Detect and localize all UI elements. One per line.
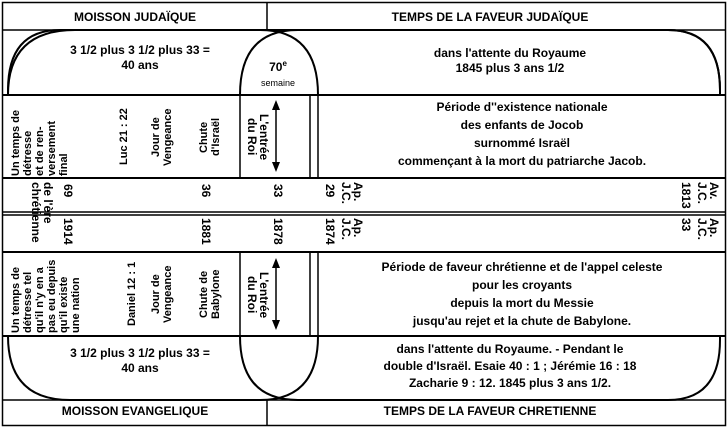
upper-period-line: commençant à la mort du patriarche Jacob.	[397, 154, 647, 168]
year-1874-ap: Ap. J.C.	[339, 218, 365, 241]
lower-double-arrow	[272, 258, 280, 330]
harvest-judaic-title: MOISSON JUDAÏQUE	[73, 10, 196, 24]
upper-period-line: Période d''existence nationale	[436, 100, 608, 114]
lower-period-line: pour les croyants	[471, 278, 573, 292]
year-1874: 1874	[323, 218, 337, 245]
top-left-calc	[40, 43, 240, 73]
year-1881: 1881	[199, 218, 213, 245]
top-right-line1: dans l'attente du Royaume	[433, 46, 587, 60]
lower-col-line: détresse tel	[22, 271, 34, 333]
year-1914: 1914	[61, 218, 75, 245]
upper-col-line: détresse	[22, 130, 34, 176]
upper-ref-luke: Luc 21 : 22	[118, 108, 130, 166]
week-sup: e	[282, 59, 287, 68]
lower-col-line: Un temps de	[10, 266, 22, 333]
upper-col-line: final	[58, 153, 70, 176]
lower-fall-babylon: Chute de Babylone	[198, 269, 222, 319]
lower-distress-col	[10, 255, 82, 333]
lower-period-text	[324, 258, 720, 330]
lower-col-line: qu'il existe	[58, 276, 70, 333]
era-end-label: de l'ère chrétienne	[29, 182, 55, 243]
year-1878: 1878	[271, 218, 285, 245]
top-right-waiting	[330, 46, 690, 76]
upper-col-line: Un temps de	[10, 109, 22, 176]
christian-favour-title: TEMPS DE LA FAVEUR CHRETIENNE	[383, 404, 597, 418]
year-36: 36	[199, 184, 213, 198]
lower-ref-daniel: Daniel 12 : 1	[126, 261, 138, 327]
year-33: 33	[271, 184, 285, 198]
bottom-left-line2: 40 ans	[121, 361, 159, 375]
upper-col-line: et de ren-	[34, 126, 46, 176]
bottom-right-line3: Zacharie 9 : 12. 1845 plus 3 ans 1/2.	[408, 376, 612, 390]
year-33-ap: Ap. J.C.	[695, 218, 721, 241]
year-1813-av: Av. J.C.	[695, 182, 721, 205]
year-33-end: 33	[679, 218, 693, 232]
judaic-favour-title: TEMPS DE LA FAVEUR JUDAÏQUE	[391, 10, 589, 24]
seventieth-week	[252, 56, 304, 88]
lower-col-line: qu'il n'y en a	[34, 267, 46, 333]
upper-period-line: surnommé Israël	[473, 136, 571, 150]
top-right-line2: 1845 plus 3 ans 1/2	[455, 61, 565, 75]
top-left-line2: 40 ans	[121, 58, 159, 72]
lower-day-vengeance: Jour de Vengeance	[150, 265, 174, 323]
upper-distress-col	[10, 98, 70, 176]
harvest-gospel-title: MOISSON EVANGELIQUE	[61, 404, 209, 418]
week-number: 70	[269, 60, 283, 74]
upper-fall-israel: Chute d'Israël	[198, 117, 222, 157]
upper-double-arrow	[272, 100, 280, 172]
year-29: 29	[323, 184, 337, 198]
year-1813: 1813	[679, 182, 693, 209]
upper-col-line: versement	[46, 120, 58, 176]
bottom-right-line1: dans l'attente du Royaume. - Pendant le	[396, 342, 624, 356]
bottom-left-line1: 3 1/2 plus 3 1/2 plus 33 =	[70, 346, 210, 360]
top-left-line1: 3 1/2 plus 3 1/2 plus 33 =	[70, 43, 210, 57]
year-29-ap: Ap. J.C.	[339, 182, 365, 205]
lower-period-line: Période de faveur chrétienne et de l'appel celeste	[381, 260, 663, 274]
lower-period-line: jusqu'au rejet et la chute de Babylone.	[412, 314, 632, 328]
bottom-right-line2: double d'Israël. Esaie 40 : 1 ; Jérémie 16 : 18	[383, 359, 637, 373]
year-69: 69	[61, 184, 75, 198]
bottom-right-waiting	[330, 341, 690, 392]
upper-day-vengeance: Jour de Vengeance	[150, 108, 174, 166]
week-label: semaine	[260, 78, 296, 88]
lower-period-line: depuis la mort du Messie	[450, 296, 594, 310]
lower-col-line: pas eu depuis	[46, 259, 58, 333]
upper-period-text	[324, 98, 720, 170]
upper-period-line: des enfants de Jocob	[460, 118, 584, 132]
lower-col-line: une nation	[70, 277, 82, 333]
lower-king-entry: L'entrée du Roi	[245, 271, 271, 319]
upper-king-entry: L'entrée du Roi	[245, 113, 271, 161]
bottom-left-calc	[40, 346, 240, 376]
